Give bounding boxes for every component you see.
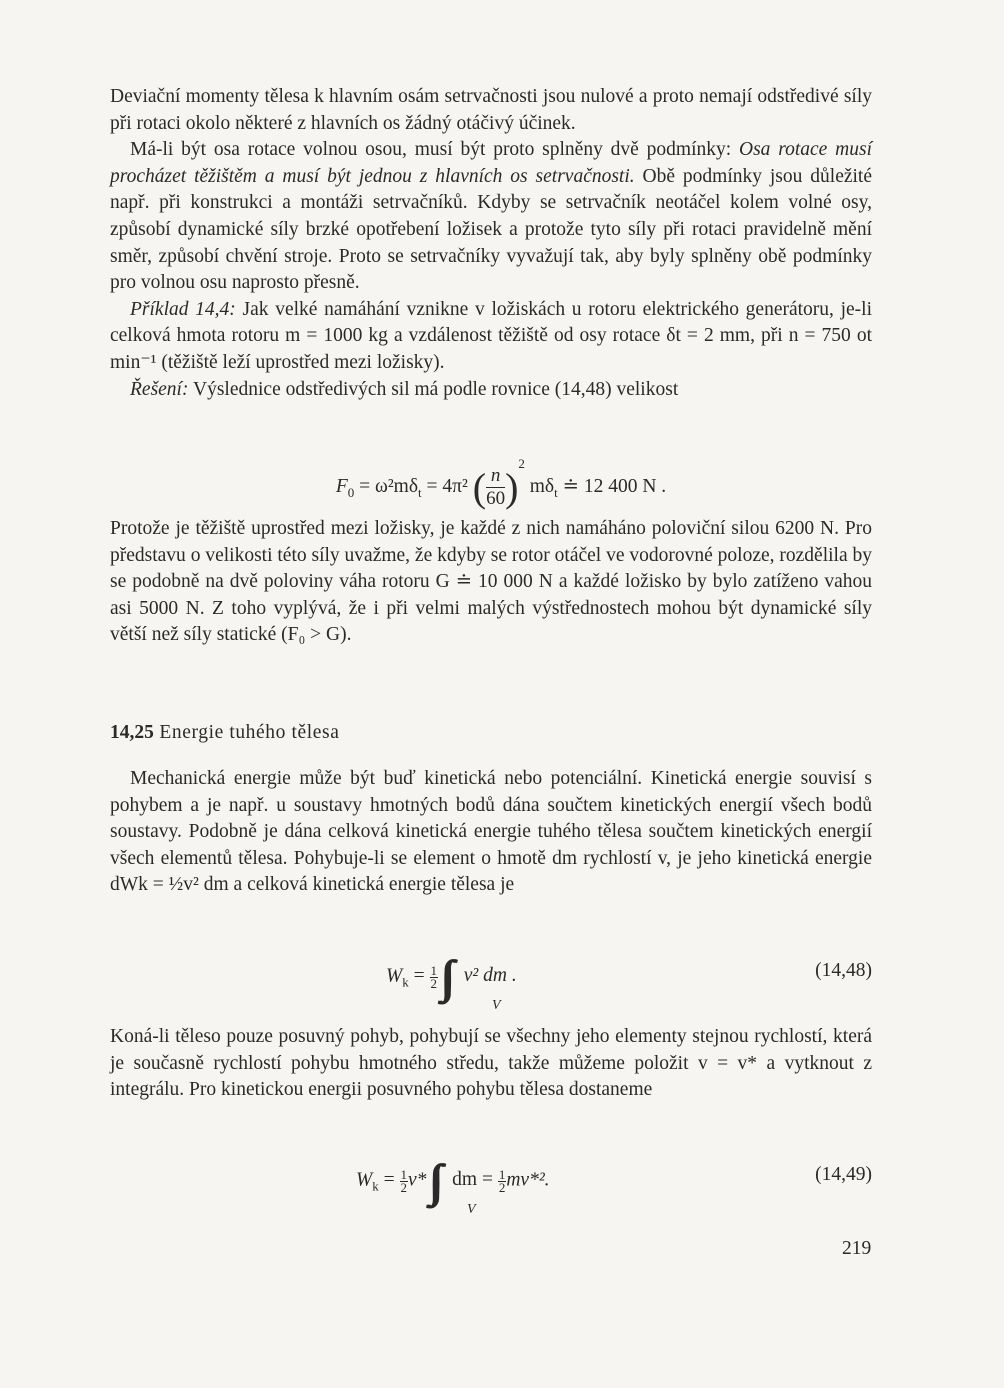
eq1-part1-sub: t	[418, 484, 422, 500]
text-block-4	[110, 1024, 872, 1104]
eq1-lhs: F	[335, 476, 348, 497]
eq2-lhs: W	[386, 965, 403, 987]
text-block-2	[110, 516, 872, 649]
eq1-part2: = 4π²	[421, 476, 468, 497]
section-title: Energie tuhého tělesa	[159, 722, 340, 743]
paragraph-mechanical-energy: Mechanická energie může být buď kinetická nebo potenciální. Kinetická energie souvisí s pohybem a je např. u soustavy hmotných bodů dána součtem kinetických energií všech bodů soustavy. Podobně je dána celková kinetická energie tuhého tělesa součtem kinetických energií všech elementů tělesa. Pohybuje-li se element o hmotě dm rychlostí v, je jeho kinetická energie dWk = ½v² dm a celková kinetická energie tělesa je	[110, 768, 872, 896]
eq3-half	[400, 1166, 409, 1195]
eq3-lhs: W	[356, 1169, 373, 1191]
eq1-part3-sub: t	[554, 484, 558, 500]
eq3-domain: V	[467, 1202, 476, 1217]
eq3-rhs-num: 1	[498, 1166, 506, 1182]
text-block-1	[110, 84, 872, 403]
paragraph-solution	[110, 377, 872, 404]
free-axis-text-start: Má-li být osa rotace volnou osou, musí být proto splněny dvě podmínky:	[130, 139, 739, 161]
eq2-half	[430, 962, 439, 991]
text-block-3	[110, 766, 872, 899]
eq1-fraction	[486, 465, 505, 510]
eq3-integrand: dm =	[452, 1169, 498, 1191]
eq1-exp: 2	[518, 456, 525, 471]
page-number: 219	[842, 1238, 872, 1259]
equation-centrifugal-force	[110, 456, 872, 511]
eq2-half-num: 1	[430, 962, 437, 978]
example-text: Jak velké namáhání vznikne v ložiskách u rotoru elektrického generátoru, je-li celková hmota rotoru m = 1000 kg a vzdálenost těžiště od osy rotace δt = 2 mm, při n = 750 ot min⁻¹ (těžiště leží uprostřed mezi ložisky).	[110, 298, 873, 373]
eq3-rhs: mv*².	[506, 1169, 550, 1191]
example-label: Příklad 14,4:	[130, 298, 236, 320]
solution-text: Výslednice odstředivých sil má podle rovnice (14,48) velikost	[188, 378, 679, 400]
eq2-lhs-sub: k	[402, 974, 409, 990]
section-number: 14,25	[110, 722, 154, 743]
eq1-lhs-sub: 0	[347, 484, 355, 500]
paragraph-example	[110, 297, 872, 377]
eq1-frac-num: n	[486, 465, 505, 488]
eq2-domain: V	[492, 998, 501, 1013]
eq1-part4: ≐ 12 400 N .	[557, 476, 667, 497]
free-axis-conditions: Osa rotace musí procházet těžištěm a musí být jednou z hlavních os setrvačnosti.	[110, 139, 872, 187]
paragraph-free-axis	[110, 137, 872, 297]
solution-label: Řešení:	[130, 378, 189, 400]
section-heading	[110, 722, 339, 744]
eq2-half-den: 2	[430, 975, 437, 991]
eq3-half-den: 2	[400, 1179, 407, 1195]
eq1-frac-den: 60	[486, 488, 506, 510]
eq3-rhs-den: 2	[498, 1179, 506, 1195]
eq1-paren-open: (	[472, 465, 487, 511]
paragraph-bearing-load: Protože je těžiště uprostřed mezi ložisky, je každé z nich namáháno poloviční silou 6200 N. Pro představu o velikosti této síly uvažme, že kdyby se rotor otáčel ve vodorovné poloze, rozdělila by se podobně na dvě poloviny váha rotoru G ≐ 10 000 N a každé ložisko by bylo zatíženo vahou asi 5000 N. Z toho vyplývá, že i při velmi malých výstřednostech mohou být dynamické síly větší než síly statické (F₀ > G).	[110, 518, 872, 646]
eq3-lhs-sub: k	[372, 1178, 379, 1194]
eq1-paren-close: )	[505, 465, 519, 511]
paragraph-translational: Koná-li těleso pouze posuvný pohyb, pohybují se všechny jeho elementy stejnou rychlostí, která je současně rychlostí pohybu hmotného středu, takže můžeme položit v = v* a vytknout z integrálu. Pro kinetickou energii posuvného pohybu tělesa dostaneme	[110, 1026, 872, 1101]
eq3-number: (14,49)	[815, 1164, 872, 1185]
eq3-half-num: 1	[400, 1166, 407, 1182]
eq3-factor: v*	[408, 1169, 427, 1191]
free-axis-text-end: Obě podmínky jsou důležité např. při konstrukci a montáži setrvačníků. Kdyby se setrvačník neotáčel kolem volné osy, způsobí dynamické síly brzké opotřebení ložisek a protože tyto síly při rotaci pravidelně mění směr, způsobí chvění stroje. Proto se setrvačníky vyvažují tak, aby byly splněny obě podmínky pro volnou osu naprosto přesně.	[110, 165, 872, 294]
eq1-part3: mδ	[524, 476, 555, 497]
paragraph-deviation: Deviační momenty tělesa k hlavním osám setrvačnosti jsou nulové a proto nemají odstředivé síly při rotaci okolo některé z hlavních os žádný otáčivý účinek.	[110, 86, 872, 134]
eq1-part1: = ω²mδ	[354, 476, 419, 497]
eq2-integrand: v² dm .	[463, 965, 517, 987]
eq2-number: (14,48)	[815, 960, 872, 981]
